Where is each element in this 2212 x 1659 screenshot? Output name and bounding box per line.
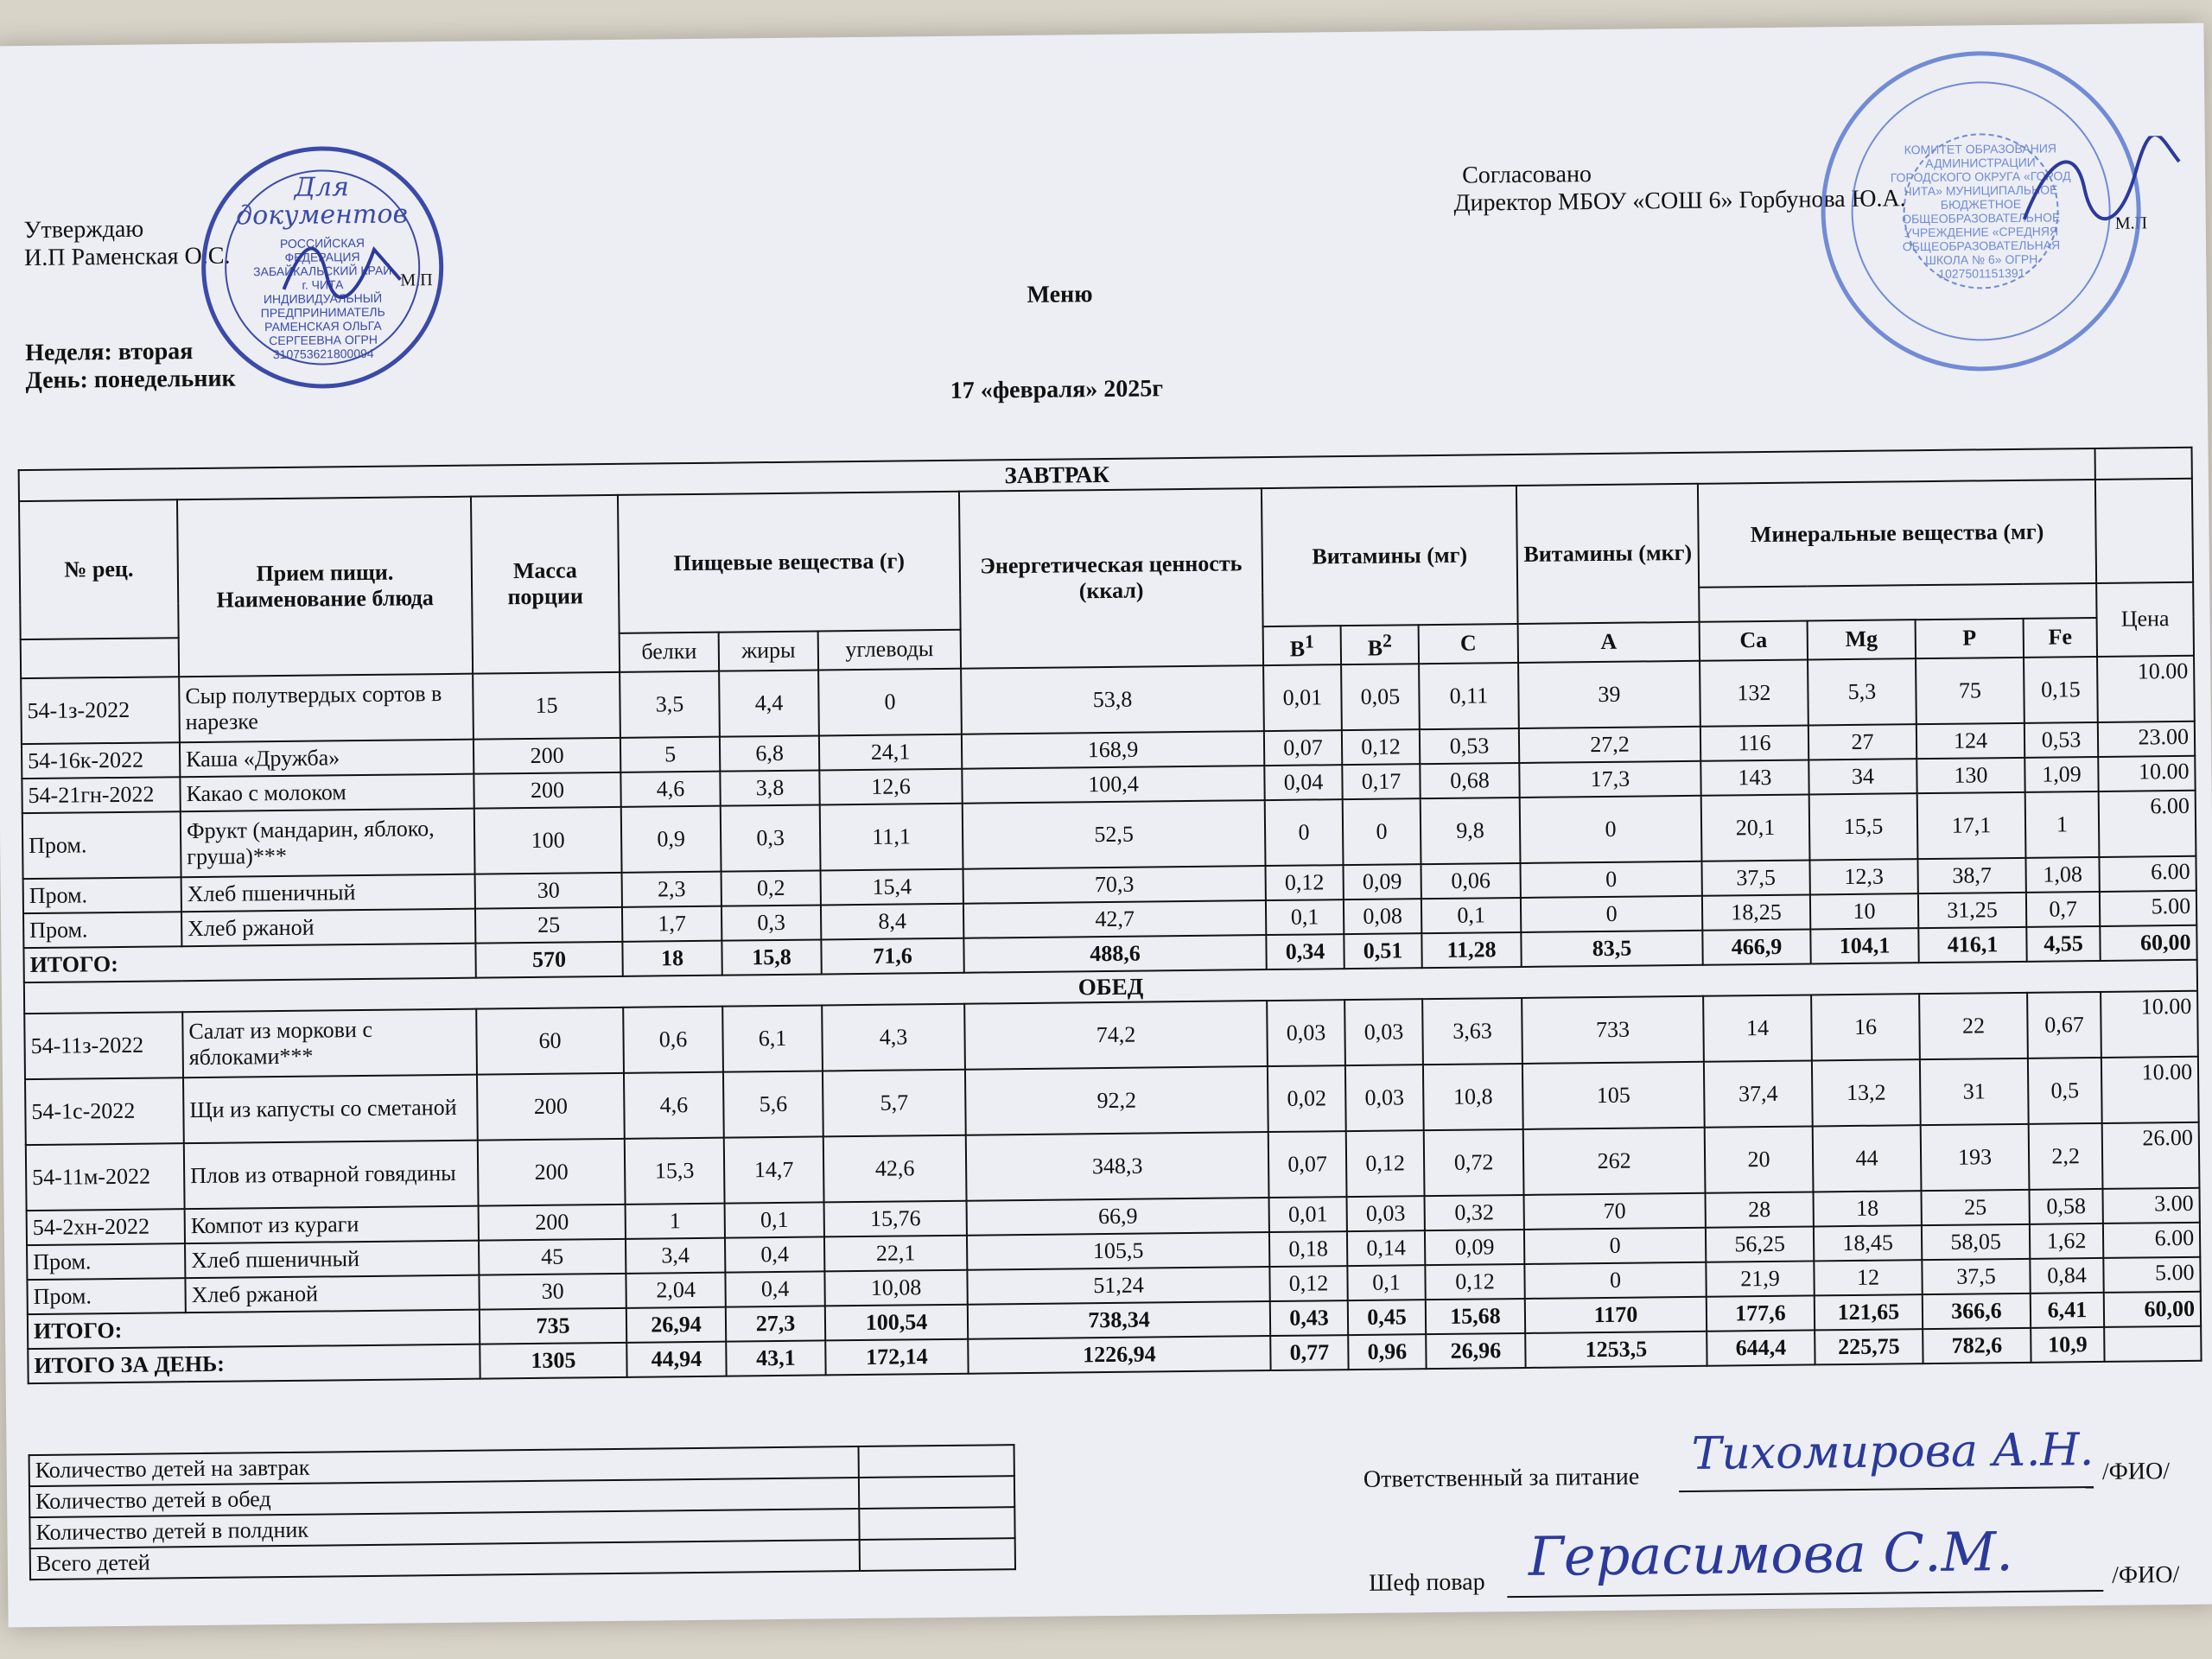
total-label: ИТОГО: xyxy=(28,1309,480,1348)
school-stamp-text: КОМИТЕТ ОБРАЗОВАНИЯ АДМИНИСТРАЦИИ ГОРОДСКОГО ОКРУГА «ГОРОД ЧИТА» МУНИЦИПАЛЬНОЕ БЮДЖЕТНОЕ ОБЩЕОБРАЗОВАТЕЛЬНОЕ УЧРЕЖДЕНИЕ «СРЕДНЯЯ ОБЩЕОБРАЗОВАТЕЛЬНАЯ ШКОЛА № 6» ОГРН 1027501151391 xyxy=(1890,141,2071,281)
cell-p: 37,5 xyxy=(1922,1258,2030,1294)
cell-kcal: 66,9 xyxy=(967,1198,1269,1236)
cell-b1: 0,07 xyxy=(1268,1131,1347,1198)
cell-mg: 27 xyxy=(1808,724,1916,760)
cell-p: 124 xyxy=(1916,723,2024,759)
total-b1: 0,43 xyxy=(1270,1300,1348,1336)
total-p: 366,6 xyxy=(1923,1293,2031,1328)
cell-vc: 0,53 xyxy=(1420,728,1519,764)
cell-name: Сыр полутвердых сортов в нарезке xyxy=(179,673,474,742)
cell-b1: 0,02 xyxy=(1268,1065,1346,1132)
cell-p: 25 xyxy=(1921,1189,2029,1224)
menu-date: 17 «февраля» 2025г xyxy=(950,375,1164,404)
total-fe: 6,41 xyxy=(2031,1293,2104,1328)
header-vitamins-mg: Витамины (мг) xyxy=(1262,486,1518,626)
total-mg: 225,75 xyxy=(1815,1329,1923,1364)
cell-name: Плов из отварной говядины xyxy=(184,1140,479,1209)
total-mass: 735 xyxy=(480,1308,626,1344)
header-carbs: углеводы xyxy=(818,630,961,670)
header-energy: Энергетическая ценность (ккал) xyxy=(959,488,1263,668)
cell-name: Салат из моркови с яблоками*** xyxy=(182,1008,477,1077)
cell-mass: 200 xyxy=(479,1205,626,1241)
cell-mg: 12,3 xyxy=(1809,859,1917,894)
cell-f: 14,7 xyxy=(724,1136,824,1203)
cell-p: 130 xyxy=(1916,758,2024,793)
cell-price: 3.00 xyxy=(2103,1187,2200,1223)
cell-b: 4,6 xyxy=(624,1071,724,1138)
total-label: ИТОГО ЗА ДЕНЬ: xyxy=(28,1344,480,1382)
cell-b1: 0,01 xyxy=(1263,664,1342,731)
menu-body xyxy=(21,655,2201,1382)
cell-b2: 0,1 xyxy=(1347,1265,1425,1300)
cell-fe: 0,15 xyxy=(2024,657,2098,723)
cell-kcal: 168,9 xyxy=(962,731,1264,769)
cell-ca: 56,25 xyxy=(1706,1226,1814,1262)
cell-b2: 0,08 xyxy=(1344,899,1421,934)
cell-mg: 12 xyxy=(1814,1260,1922,1295)
cell-a: 70 xyxy=(1524,1192,1706,1229)
cell-vc: 0,72 xyxy=(1424,1129,1524,1196)
total-b: 44,94 xyxy=(626,1341,726,1376)
cell-b2: 0,12 xyxy=(1346,1130,1425,1197)
cell-c: 22,1 xyxy=(824,1235,967,1271)
count-value-total[interactable] xyxy=(860,1538,1015,1571)
cell-b2: 0,05 xyxy=(1341,664,1420,730)
cell-mg: 15,5 xyxy=(1809,793,1918,860)
cell-f: 0,3 xyxy=(721,905,821,940)
cell-name: Хлеб ржаной xyxy=(185,1274,479,1313)
cell-p: 17,1 xyxy=(1917,792,2026,859)
cell-c: 12,6 xyxy=(819,768,962,804)
cell-a: 0 xyxy=(1524,1227,1706,1263)
cell-f: 6,8 xyxy=(720,735,819,771)
cell-name: Какао с молоком xyxy=(180,773,474,811)
cell-vc: 3,63 xyxy=(1422,998,1522,1065)
cell-ca: 20 xyxy=(1705,1126,1814,1192)
cell-fe: 2,2 xyxy=(2029,1123,2103,1190)
total-ca: 466,9 xyxy=(1702,929,1810,964)
cell-b2: 0,09 xyxy=(1343,864,1421,899)
total-p: 782,6 xyxy=(1923,1327,2031,1363)
week-label: Неделя: вторая xyxy=(25,338,194,367)
cell-mass: 200 xyxy=(474,772,620,809)
agreed-label: Согласовано xyxy=(1461,161,1592,189)
blank-header xyxy=(2095,448,2192,480)
cell-f: 5,6 xyxy=(723,1071,823,1137)
cell-b: 2,3 xyxy=(622,871,721,906)
total-b1: 0,77 xyxy=(1270,1335,1348,1370)
total-price xyxy=(2104,1325,2201,1361)
cell-b1: 0 xyxy=(1265,799,1344,866)
cell-b1: 0,1 xyxy=(1266,899,1344,935)
cell-c: 11,1 xyxy=(820,803,963,870)
cell-b1: 0,07 xyxy=(1264,730,1342,766)
cell-code: 54-1с-2022 xyxy=(25,1077,184,1145)
cell-kcal: 42,7 xyxy=(963,900,1266,938)
cell-fe: 0,53 xyxy=(2024,722,2098,758)
cell-vc: 0,68 xyxy=(1420,763,1519,798)
cell-mass: 200 xyxy=(477,1073,625,1141)
cell-fe: 1,09 xyxy=(2024,757,2098,792)
cell-mg: 16 xyxy=(1811,994,1920,1060)
lunch-title: ОБЕД xyxy=(24,959,2197,1013)
cell-vc: 10,8 xyxy=(1423,1064,1523,1130)
cell-fe: 0,84 xyxy=(2030,1258,2103,1294)
cell-b: 5 xyxy=(620,736,720,772)
cell-a: 0 xyxy=(1521,895,1702,931)
cell-kcal: 105,5 xyxy=(967,1232,1269,1270)
cell-vc: 0,06 xyxy=(1421,863,1520,899)
total-f: 15,8 xyxy=(721,939,821,975)
header-mass: Масса порции xyxy=(471,495,620,673)
total-label: ИТОГО: xyxy=(23,943,475,982)
cell-c: 10,08 xyxy=(824,1269,967,1306)
cell-a: 39 xyxy=(1518,660,1700,728)
total-f: 43,1 xyxy=(726,1340,825,1376)
count-label-total: Всего детей xyxy=(30,1540,860,1580)
cell-c: 4,3 xyxy=(822,1003,965,1071)
total-mg: 121,65 xyxy=(1815,1294,1923,1330)
cell-code: Пром. xyxy=(27,1243,185,1280)
cell-fe: 0,67 xyxy=(2027,992,2101,1058)
cell-b: 3,4 xyxy=(626,1237,725,1273)
header-minerals: Минеральные вещества (мг) xyxy=(1698,480,2096,588)
cell-b2: 0,12 xyxy=(1342,729,1420,765)
cell-b: 3,5 xyxy=(620,671,720,737)
cell-c: 0 xyxy=(818,668,962,735)
total-a: 83,5 xyxy=(1521,930,1702,966)
cell-c: 24,1 xyxy=(819,734,962,770)
cell-ca: 20,1 xyxy=(1701,794,1810,861)
cell-price: 23.00 xyxy=(2098,721,2195,756)
count-value-breakfast[interactable] xyxy=(859,1445,1014,1478)
count-label-snack: Количество детей в полдник xyxy=(29,1509,859,1548)
cell-code: Пром. xyxy=(27,1278,185,1314)
responsible-fio: /ФИО/ xyxy=(2101,1458,2171,1485)
approve-name: И.П Раменская О.С. xyxy=(23,242,231,272)
cell-a: 105 xyxy=(1522,1061,1705,1128)
cell-p: 31 xyxy=(1920,1058,2029,1124)
page-title: Меню xyxy=(1027,281,1093,308)
cell-fe: 0,7 xyxy=(2026,892,2100,927)
cell-ca: 37,5 xyxy=(1701,860,1809,895)
cell-c: 42,6 xyxy=(823,1135,967,1202)
cell-code: Пром. xyxy=(23,877,181,913)
cell-b: 0,6 xyxy=(623,1006,723,1072)
cell-a: 17,3 xyxy=(1519,760,1700,797)
cell-mass: 60 xyxy=(476,1007,624,1075)
cell-b: 2,04 xyxy=(626,1272,725,1307)
cell-code: Пром. xyxy=(23,912,181,948)
cell-price: 10.00 xyxy=(2097,655,2195,721)
cell-fe: 0,5 xyxy=(2028,1058,2102,1124)
cell-name: Фрукт (мандарин, яблоко, груша)*** xyxy=(181,808,475,877)
cell-name: Хлеб ржаной xyxy=(181,908,475,946)
cell-b2: 0,14 xyxy=(1347,1230,1425,1266)
cell-ca: 37,4 xyxy=(1704,1060,1813,1127)
total-mass: 1305 xyxy=(480,1342,626,1378)
cell-name: Хлеб пшеничный xyxy=(185,1240,479,1278)
cell-vc: 0,11 xyxy=(1419,663,1519,729)
cell-vc: 0,1 xyxy=(1421,898,1521,933)
cell-b2: 0,03 xyxy=(1344,999,1423,1065)
cell-f: 4,4 xyxy=(719,670,819,736)
cell-b2: 0,17 xyxy=(1342,764,1420,799)
cell-a: 0 xyxy=(1524,1262,1706,1298)
director-mp: М.П xyxy=(2114,213,2148,233)
cell-vc: 0,09 xyxy=(1425,1230,1524,1265)
header-b2: $B^2$ xyxy=(1341,625,1419,664)
header-name: Прием пищи. Наименование блюда xyxy=(177,497,473,677)
cell-price: 6.00 xyxy=(2099,790,2196,856)
header-p: P xyxy=(1916,619,2024,658)
cell-price: 5.00 xyxy=(2103,1256,2200,1292)
header-fat: жиры xyxy=(719,631,818,671)
total-vc: 11,28 xyxy=(1421,932,1521,968)
chef-label: Шеф повар xyxy=(1369,1568,1485,1597)
cell-mg: 44 xyxy=(1813,1125,1922,1192)
cell-kcal: 348,3 xyxy=(966,1132,1269,1201)
header-fe: Fe xyxy=(2024,618,2098,658)
total-b: 26,94 xyxy=(626,1306,726,1342)
total-fe: 10,9 xyxy=(2031,1327,2104,1363)
cell-b1: 0,04 xyxy=(1264,765,1342,800)
cell-ca: 143 xyxy=(1700,760,1808,795)
cell-p: 38,7 xyxy=(1917,858,2025,893)
cell-b1: 0,12 xyxy=(1265,865,1343,900)
cell-mass: 30 xyxy=(479,1274,626,1310)
cell-b1: 0,01 xyxy=(1269,1197,1347,1232)
cell-mass: 100 xyxy=(474,807,622,874)
count-value-snack[interactable] xyxy=(859,1507,1014,1540)
cell-a: 0 xyxy=(1520,795,1702,862)
total-f: 27,3 xyxy=(726,1306,825,1341)
cell-ca: 18,25 xyxy=(1702,894,1810,930)
total-b1: 0,34 xyxy=(1266,934,1344,969)
responsible-label: Ответственный за питание xyxy=(1363,1463,1640,1493)
cell-f: 0,1 xyxy=(725,1202,824,1237)
total-b2: 0,45 xyxy=(1348,1300,1426,1335)
cell-c: 15,76 xyxy=(824,1200,967,1236)
total-fe: 4,55 xyxy=(2026,926,2100,962)
cell-f: 0,4 xyxy=(725,1236,824,1272)
cell-mass: 30 xyxy=(475,873,622,909)
cell-code: 54-1з-2022 xyxy=(21,677,180,744)
header-nutrients: Пищевые вещества (г) xyxy=(618,492,961,633)
total-kcal: 738,34 xyxy=(968,1301,1270,1339)
cell-mass: 200 xyxy=(474,738,620,774)
cell-ca: 14 xyxy=(1703,995,1812,1061)
cell-mass: 45 xyxy=(479,1239,626,1275)
header-b1: $B^1$ xyxy=(1263,626,1341,665)
cell-b2: 0 xyxy=(1343,798,1421,865)
cell-code: 54-21гн-2022 xyxy=(22,777,180,813)
cell-code: 54-2хн-2022 xyxy=(27,1209,185,1245)
cell-price: 6.00 xyxy=(2103,1222,2200,1257)
total-vc: 26,96 xyxy=(1426,1333,1525,1369)
day-label: День: понедельник xyxy=(25,365,236,395)
total-mass: 570 xyxy=(475,942,622,978)
cell-mg: 13,2 xyxy=(1812,1059,1921,1126)
total-a: 1170 xyxy=(1525,1296,1707,1332)
header-mg: Mg xyxy=(1808,620,1916,659)
cell-c: 5,7 xyxy=(823,1069,966,1136)
cell-ca: 116 xyxy=(1700,725,1808,760)
cell-mg: 10 xyxy=(1810,893,1918,929)
cell-kcal: 51,24 xyxy=(967,1267,1269,1305)
total-c: 100,54 xyxy=(825,1304,968,1340)
header-c: C xyxy=(1419,624,1518,664)
cell-a: 27,2 xyxy=(1519,726,1700,762)
header-protein: белки xyxy=(620,632,719,672)
total-c: 71,6 xyxy=(821,938,963,974)
cell-f: 0,4 xyxy=(725,1271,824,1306)
cell-ca: 132 xyxy=(1700,659,1808,726)
cell-p: 31,25 xyxy=(1918,893,2026,928)
header-blank xyxy=(2095,479,2193,583)
cell-b1: 0,12 xyxy=(1269,1266,1347,1301)
cell-code: 54-11м-2022 xyxy=(26,1143,185,1211)
total-ca: 644,4 xyxy=(1707,1330,1815,1365)
cell-f: 3,8 xyxy=(720,770,819,805)
cell-ca: 28 xyxy=(1705,1192,1813,1227)
approver-signature xyxy=(279,227,410,307)
cell-price: 10.00 xyxy=(2101,990,2198,1057)
cell-p: 193 xyxy=(1921,1123,2030,1190)
total-ca: 177,6 xyxy=(1707,1295,1815,1331)
responsible-signature: Тихомирова А.Н. xyxy=(1691,1424,2094,1480)
cell-name: Каша «Дружба» xyxy=(180,739,474,777)
cell-kcal: 92,2 xyxy=(965,1066,1268,1135)
cell-name: Щи из капусты со сметаной xyxy=(183,1074,478,1143)
director-signature xyxy=(2015,136,2189,241)
total-b: 18 xyxy=(622,940,721,976)
stamp-center-text: Для документов xyxy=(236,172,409,232)
cell-fe: 1,08 xyxy=(2025,857,2099,893)
cell-f: 0,2 xyxy=(721,870,821,906)
cell-p: 58,05 xyxy=(1922,1224,2030,1259)
total-p: 416,1 xyxy=(1918,927,2026,963)
cell-a: 733 xyxy=(1522,995,1704,1063)
chef-line xyxy=(1507,1590,2103,1598)
count-label-breakfast: Количество детей на завтрак xyxy=(29,1446,859,1486)
cell-name: Хлеб пшеничный xyxy=(181,874,475,912)
header-price: Цена xyxy=(2096,582,2194,657)
cell-b: 1 xyxy=(626,1203,725,1238)
cell-kcal: 52,5 xyxy=(963,800,1266,869)
cell-ca: 21,9 xyxy=(1706,1261,1814,1296)
chef-signature: Герасимова С.М. xyxy=(1528,1520,2014,1588)
cell-kcal: 70,3 xyxy=(963,866,1266,904)
cell-kcal: 100,4 xyxy=(962,766,1264,804)
cell-b: 15,3 xyxy=(625,1137,725,1204)
cell-b: 0,9 xyxy=(621,805,721,872)
total-kcal: 1226,94 xyxy=(968,1336,1270,1374)
header-vitamins-mkg: Витамины (мкг) xyxy=(1516,484,1700,624)
total-price: 60,00 xyxy=(2100,925,2196,960)
cell-price: 6.00 xyxy=(2100,855,2196,891)
header-ca: Ca xyxy=(1700,620,1808,660)
cell-mass: 15 xyxy=(473,672,620,740)
cell-vc: 0,12 xyxy=(1425,1264,1524,1300)
cell-b: 4,6 xyxy=(620,771,720,806)
approve-mp: М.П xyxy=(400,270,433,290)
cell-code: 54-16к-2022 xyxy=(22,742,180,779)
cell-price: 10.00 xyxy=(2101,1056,2199,1122)
cell-kcal: 53,8 xyxy=(961,665,1264,734)
chef-fio: /ФИО/ xyxy=(2111,1561,2180,1589)
header-rec: № рец. xyxy=(19,499,179,639)
total-price: 60,00 xyxy=(2104,1291,2201,1326)
director-name: Директор МБОУ «СОШ 6» Горбунова Ю.А. xyxy=(1453,185,1906,217)
cell-vc: 0,32 xyxy=(1425,1195,1524,1230)
header-rec-sub xyxy=(21,638,179,678)
cell-mg: 5,3 xyxy=(1808,658,1916,725)
cell-b1: 0,18 xyxy=(1269,1231,1347,1267)
cell-fe: 0,58 xyxy=(2029,1189,2102,1224)
cell-mg: 18 xyxy=(1813,1191,1921,1226)
cell-f: 0,3 xyxy=(721,804,821,871)
cell-mass: 25 xyxy=(475,907,622,944)
stamp-ring-text: РОССИЙСКАЯ ФЕДЕРАЦИЯ ЗАБАЙКАЛЬСКИЙ КРАЙ г. ЧИТА ИНДИВИДУАЛЬНЫЙ ПРЕДПРИНИМАТЕЛЬ РАМЕНСКАЯ ОЛЬГА СЕРГЕЕВНА ОГРН 310753621800094 xyxy=(253,235,392,362)
total-vc: 15,68 xyxy=(1426,1299,1525,1334)
total-kcal: 488,6 xyxy=(963,935,1266,973)
cell-price: 26.00 xyxy=(2102,1122,2200,1188)
cell-c: 15,4 xyxy=(821,868,963,905)
cell-fe: 1,62 xyxy=(2030,1224,2103,1259)
total-b2: 0,96 xyxy=(1348,1334,1426,1370)
cell-c: 8,4 xyxy=(821,903,963,939)
breakfast-title: ЗАВТРАК xyxy=(19,448,2095,501)
cell-price: 5.00 xyxy=(2100,890,2196,925)
total-a: 1253,5 xyxy=(1525,1331,1707,1367)
cell-b2: 0,03 xyxy=(1345,1065,1424,1131)
cell-a: 0 xyxy=(1520,861,1701,897)
menu-sheet xyxy=(0,23,2212,1628)
cell-b1: 0,03 xyxy=(1267,1000,1345,1066)
menu-table xyxy=(18,447,2202,1384)
responsible-line xyxy=(1679,1486,2094,1492)
cell-fe: 1 xyxy=(2025,791,2100,858)
count-label-lunch: Количество детей в обед xyxy=(29,1478,859,1517)
header-a: A xyxy=(1518,622,1700,663)
cell-p: 75 xyxy=(1916,658,2024,724)
total-c: 172,14 xyxy=(825,1338,968,1375)
cell-b: 1,7 xyxy=(622,906,721,941)
cell-mass: 200 xyxy=(478,1139,626,1206)
cell-f: 6,1 xyxy=(722,1005,823,1071)
count-value-lunch[interactable] xyxy=(859,1476,1014,1509)
total-b2: 0,51 xyxy=(1344,933,1421,969)
cell-mg: 34 xyxy=(1808,759,1916,794)
cell-code: Пром. xyxy=(22,811,181,879)
cell-code: 54-11з-2022 xyxy=(24,1012,183,1079)
cell-name: Компот из кураги xyxy=(185,1205,479,1243)
children-count-table xyxy=(29,1444,1016,1580)
cell-mg: 18,45 xyxy=(1814,1225,1922,1261)
total-mg: 104,1 xyxy=(1810,928,1918,963)
header-minerals-sub xyxy=(1699,583,2096,622)
cell-a: 262 xyxy=(1523,1127,1706,1194)
cell-price: 10.00 xyxy=(2098,755,2195,791)
cell-b2: 0,03 xyxy=(1347,1196,1425,1231)
cell-kcal: 74,2 xyxy=(964,1001,1268,1070)
cell-vc: 9,8 xyxy=(1421,798,1521,864)
approve-label: Утверждаю xyxy=(23,215,144,245)
cell-p: 22 xyxy=(1919,993,2028,1059)
